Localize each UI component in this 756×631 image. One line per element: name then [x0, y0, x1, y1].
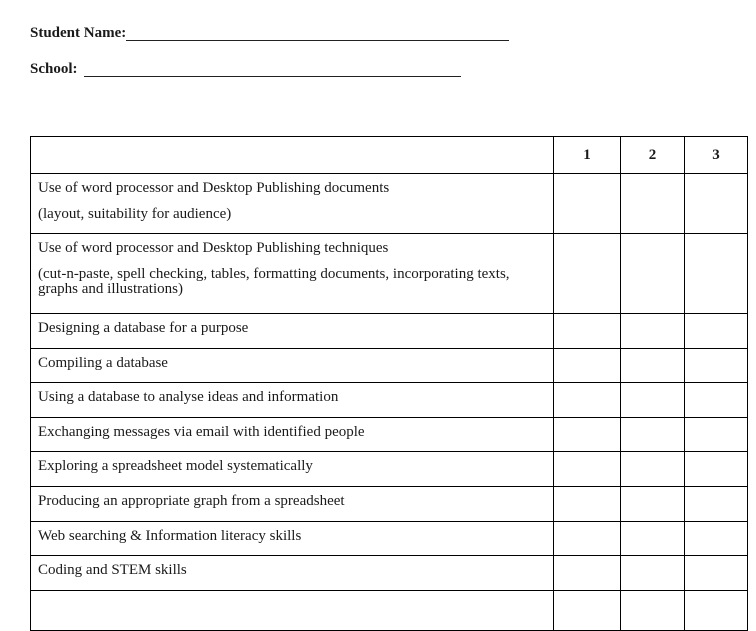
score-cell-1	[554, 314, 621, 349]
skill-text: Use of word processor and Desktop Publishing documents	[38, 180, 390, 196]
skill-cell	[31, 174, 554, 234]
table-row	[31, 452, 748, 487]
score-cell-1	[554, 348, 621, 383]
score-cell-3	[685, 383, 748, 418]
skill-cell	[31, 590, 554, 630]
table-row-partial	[31, 590, 748, 630]
score-cell-3	[685, 452, 748, 487]
student-name-blank-line	[126, 26, 509, 41]
table-row	[31, 314, 748, 349]
skill-cell	[31, 486, 554, 521]
skill-cell	[31, 417, 554, 452]
skills-table-body	[31, 174, 748, 631]
score-cell-1	[554, 521, 621, 556]
skill-text: Designing a database for a purpose	[38, 320, 249, 336]
score-cell-2	[621, 590, 685, 630]
score-cell-1	[554, 174, 621, 234]
skills-assessment-table	[30, 136, 748, 631]
score-cell-1	[554, 383, 621, 418]
table-row	[31, 521, 748, 556]
table-row	[31, 417, 748, 452]
skill-detail-text: (cut-n-paste, spell checking, tables, formatting documents, incorporating texts, graphs and illustrations)	[38, 265, 510, 297]
skill-cell	[31, 314, 554, 349]
skill-text: Using a database to analyse ideas and information	[38, 389, 339, 406]
skill-detail-text: (layout, suitability for audience)	[38, 205, 232, 222]
score-cell-2	[621, 452, 685, 487]
score-cell-2	[621, 234, 685, 314]
score-cell-1	[554, 486, 621, 521]
table-row	[31, 383, 748, 418]
table-row	[31, 556, 748, 591]
skill-text: Exploring a spreadsheet model systematically	[38, 458, 313, 475]
skill-cell	[31, 348, 554, 383]
skill-text: Exchanging messages via email with identified people	[38, 423, 365, 440]
score-cell-2	[621, 521, 685, 556]
skill-cell	[31, 234, 554, 314]
skill-text: Producing an appropriate graph from a spreadsheet	[38, 492, 345, 509]
score-column-header-3: 3	[685, 137, 748, 174]
score-cell-2	[621, 556, 685, 591]
score-cell-3	[685, 417, 748, 452]
score-cell-1	[554, 556, 621, 591]
skill-text: Web searching & Information literacy skills	[38, 527, 302, 544]
skill-text: Coding and STEM skills	[38, 562, 187, 579]
score-cell-1	[554, 234, 621, 314]
school-label: School:	[30, 61, 78, 77]
school-field	[30, 62, 461, 77]
skill-cell	[31, 521, 554, 556]
score-cell-3	[685, 486, 748, 521]
score-cell-1	[554, 452, 621, 487]
score-cell-3	[685, 174, 748, 234]
score-cell-2	[621, 383, 685, 418]
skill-column-header-empty	[31, 137, 554, 174]
score-cell-3	[685, 521, 748, 556]
table-header-row	[31, 137, 748, 174]
student-name-field	[30, 26, 509, 41]
score-column-header-1: 1	[554, 137, 621, 174]
skill-text: Use of word processor and Desktop Publishing techniques	[38, 240, 389, 256]
score-cell-1	[554, 417, 621, 452]
table-row	[31, 486, 748, 521]
score-cell-3	[685, 590, 748, 630]
table-row	[31, 174, 748, 234]
score-column-header-2: 2	[621, 137, 685, 174]
score-cell-2	[621, 417, 685, 452]
school-blank-line	[84, 62, 461, 77]
score-cell-3	[685, 348, 748, 383]
score-cell-2	[621, 486, 685, 521]
score-cell-3	[685, 234, 748, 314]
skill-cell	[31, 556, 554, 591]
score-cell-3	[685, 314, 748, 349]
score-cell-3	[685, 556, 748, 591]
score-cell-2	[621, 174, 685, 234]
score-cell-2	[621, 314, 685, 349]
skill-cell	[31, 383, 554, 418]
score-cell-2	[621, 348, 685, 383]
student-name-label: Student Name:	[30, 25, 127, 41]
skill-cell	[31, 452, 554, 487]
table-row	[31, 348, 748, 383]
score-cell-1	[554, 590, 621, 630]
skill-text: Compiling a database	[38, 354, 168, 371]
table-row	[31, 234, 748, 314]
